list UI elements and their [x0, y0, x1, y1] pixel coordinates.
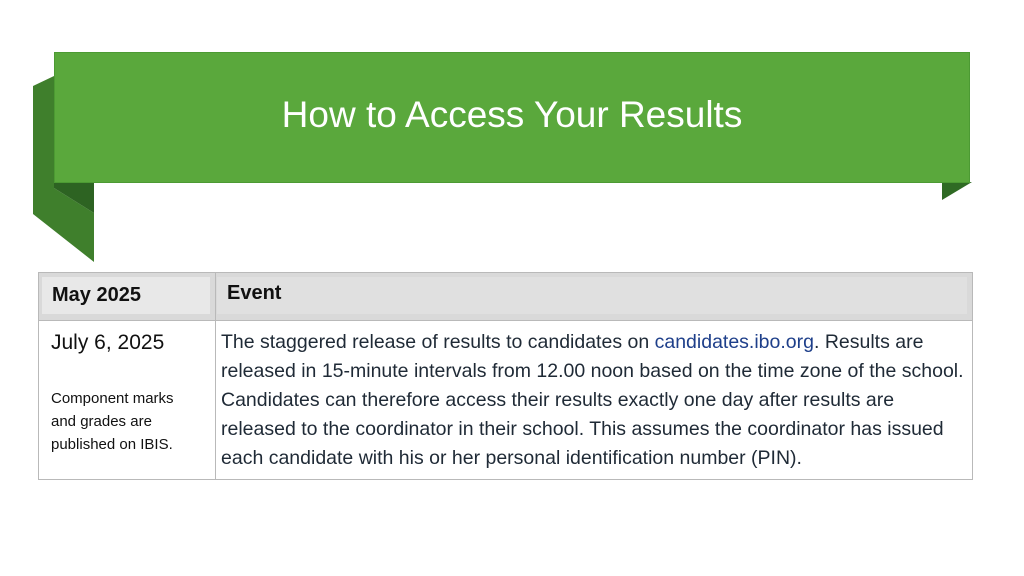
- results-table: [38, 272, 973, 480]
- table-row-event-cell: [221, 328, 971, 473]
- event-text-after: . Results are released in 15-minute intervals from 12.00 noon based on the time zone of the school. Candidates can therefore access their results exactly one day after results are released to the coordinator in their school. This assumes the coordinator has issued each candidate with his or her personal identification number (PIN).: [221, 331, 964, 469]
- event-text-before: The staggered release of results to candidates on: [221, 331, 655, 353]
- table-row-date-cell: [51, 331, 211, 456]
- ribbon-fold-right: [942, 182, 972, 200]
- row-note: Component marks and grades are published on IBIS.: [51, 390, 174, 453]
- header-date: May 2025: [42, 277, 210, 314]
- header-event: Event: [217, 277, 967, 314]
- candidates-link[interactable]: candidates.ibo.org: [654, 331, 814, 353]
- title-banner: [54, 52, 970, 183]
- page-title: How to Access Your Results: [281, 93, 743, 135]
- column-divider: [215, 273, 216, 479]
- row-date: July 6, 2025: [51, 331, 165, 354]
- row-divider: [39, 320, 972, 321]
